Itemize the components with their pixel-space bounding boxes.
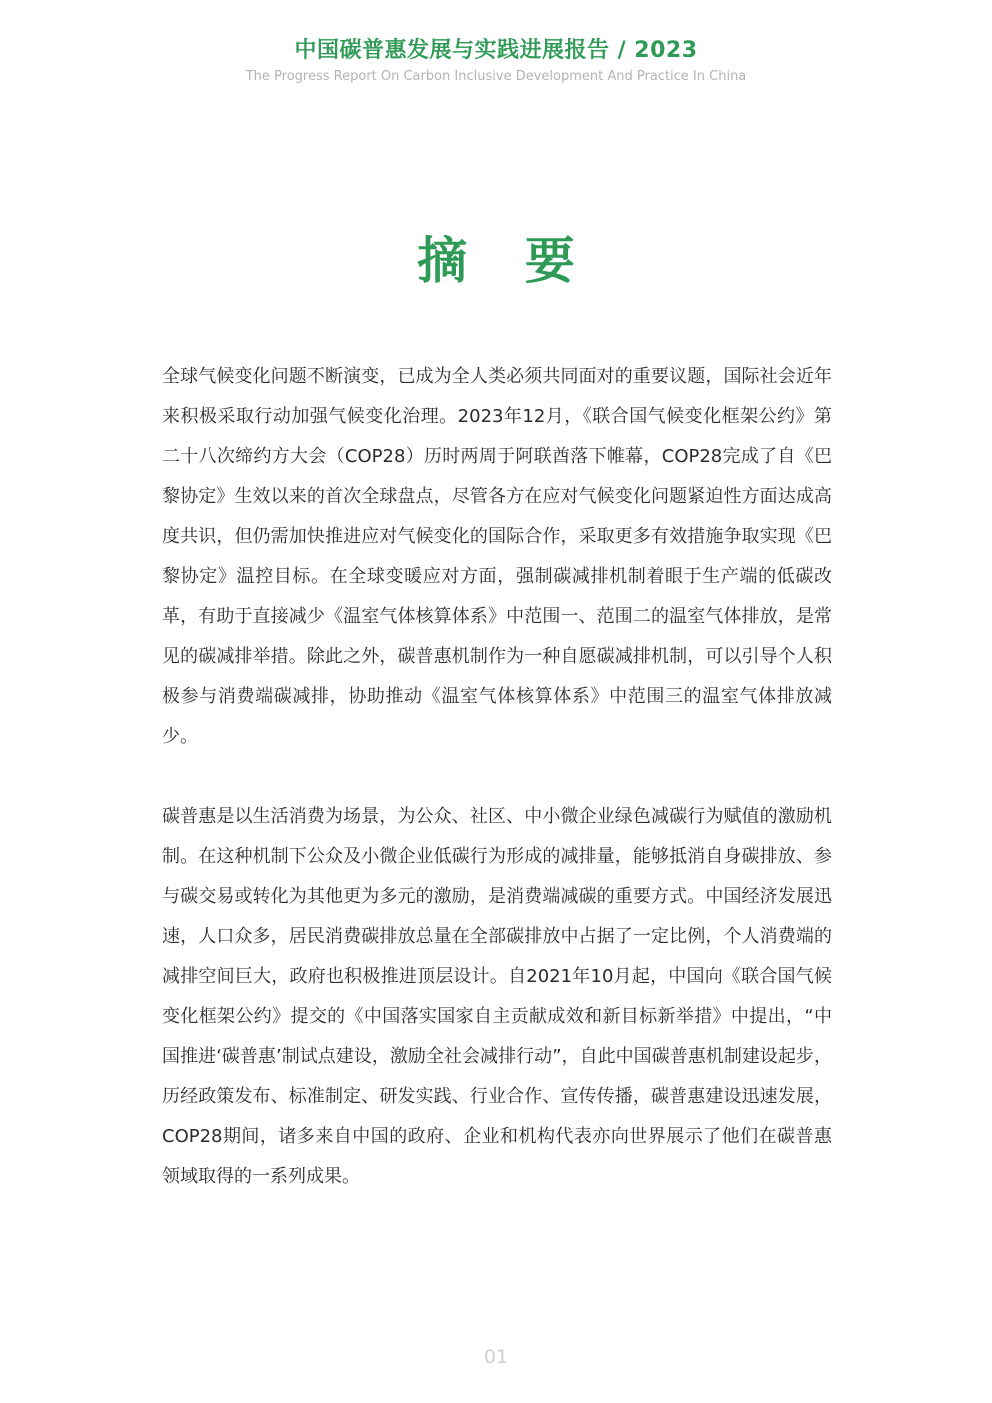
report-subtitle: The Progress Report On Carbon Inclusive Development And Practice In China [245, 69, 747, 84]
abstract-heading: 摘 要 [417, 232, 595, 290]
report-title: 中国碳普惠发展与实践进展报告 / 2023 [294, 38, 698, 63]
abstract-body [162, 357, 832, 1197]
page-number: 01 [483, 1346, 509, 1368]
abstract-paragraph-2: 碳普惠是以生活消费为场景，为公众、社区、中小微企业绿色减碳行为赋值的激励机制。在这种机制下公众及小微企业低碳行为形成的减排量，能够抵消自身碳排放、参与碳交易或转化为其他更为多元的激励，是消费端减碳的重要方式。中国经济发展迅速，人口众多，居民消费碳排放总量在全部碳排放中占据了一定比例，个人消费端的减排空间巨大，政府也积极推进顶层设计。自2021年10月起，中国向《联合国气候变化框架公约》提交的《中国落实国家自主贡献成效和新目标新举措》中提出，“中国推进‘碳普惠’制试点建设，激励全社会减排行动”，自此中国碳普惠机制建设起步，历经政策发布、标准制定、研发实践、行业合作、宣传传播，碳普惠建设迅速发展，COP28期间，诸多来自中国的政府、企业和机构代表亦向世界展示了他们在碳普惠领域取得的一系列成果。 [162, 806, 832, 1187]
abstract-paragraph-1: 全球气候变化问题不断演变，已成为全人类必须共同面对的重要议题，国际社会近年来积极采取行动加强气候变化治理。2023年12月，《联合国气候变化框架公约》第二十八次缔约方大会（COP28）历时两周于阿联酋落下帷幕，COP28完成了自《巴黎协定》生效以来的首次全球盘点，尽管各方在应对气候变化问题紧迫性方面达成高度共识，但仍需加快推进应对气候变化的国际合作，采取更多有效措施争取实现《巴黎协定》温控目标。在全球变暖应对方面，强制碳减排机制着眼于生产端的低碳改革，有助于直接减少《温室气体核算体系》中范围一、范围二的温室气体排放，是常见的碳减排举措。除此之外，碳普惠机制作为一种自愿碳减排机制，可以引导个人积极参与消费端碳减排，协助推动《温室气体核算体系》中范围三的温室气体排放减少。 [162, 366, 832, 747]
page-header [0, 36, 992, 86]
